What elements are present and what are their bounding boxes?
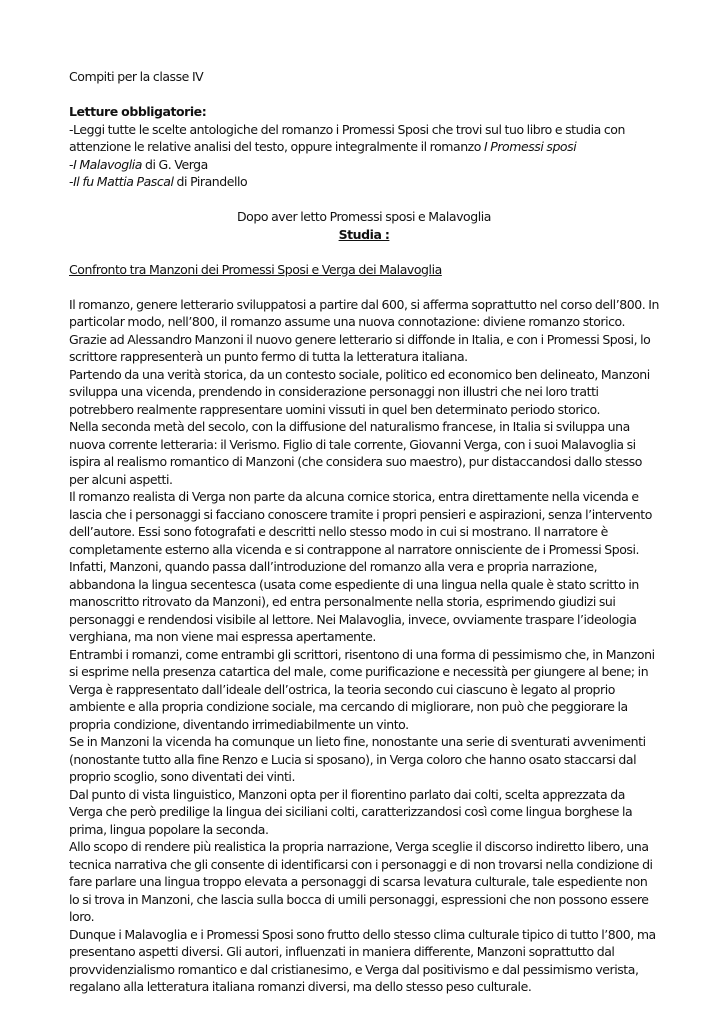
section-heading: Confronto tra Manzoni dei Promessi Sposi e Verga dei Malavoglia [69, 261, 442, 277]
letture-item-3-prefix: - [69, 174, 74, 189]
spacer [69, 278, 659, 296]
letture-item-2 [69, 156, 659, 174]
paragraph: Il romanzo realista di Verga non parte da alcuna cornice storica, entra direttamente nella vicenda e lascia che i personaggi si facciano conoscere tramite i propri pensieri e aspirazioni, senza l’intervento dell’autore. Essi sono fotografati e descritti nello stesso modo in cui si mostrano. Il narratore è completamente esterno alla vicenda e si contrappone al narratore onnisciente de i Promessi Sposi. [69, 489, 652, 557]
page-title: Compiti per la classe IV [69, 69, 204, 84]
letture-item-3-suffix: di Pirandello [173, 174, 248, 189]
intro-line: Dopo aver letto Promessi sposi e Malavoglia [237, 209, 491, 224]
paragraph: Se in Manzoni la vicenda ha comunque un lieto fine, nonostante una serie di sventurati avvenimenti (nonostante tutto alla fine Renzo e Lucia si sposano), in Verga coloro che hanno osato staccarsi dal proprio scoglio, sono diventati dei vinti. [69, 734, 646, 784]
letture-item-2-title: I Malavoglia [73, 156, 142, 172]
letture-item-1-title: I Promessi sposi [484, 139, 577, 154]
spacer [69, 86, 659, 104]
letture-item-2-prefix: - [69, 156, 74, 172]
paragraph: Il romanzo, genere letterario sviluppatosi a partire dal 600, si afferma soprattutto nel corso dell’800. In particolar modo, nell’800, il romanzo assume una nuova connotazione: diviene romanzo storico. Grazie ad Alessandro Manzoni il nuovo genere letterario si diffonde in Italia, e con i Promessi Sposi, lo scrittore rappresenterà un punto fermo di tutta la letteratura italiana. [69, 296, 659, 364]
paragraph: Partendo da una verità storica, da un contesto sociale, politico ed economico ben delineato, Manzoni sviluppa una vicenda, prendendo in considerazione personaggi non illustri che nei loro tratti potrebbero realmente rappresentare uomini vissuti in quel ben determinato periodo storico. [69, 366, 650, 417]
paragraph: Dunque i Malavoglia e i Promessi Sposi sono frutto dello stesso clima culturale tipico di tutto l’800, ma presentano aspetti diversi. Gli autori, influenzati in maniera differente, Manzoni soprattutto dal provvidenzialismo romantico e dal cristianesimo, e Verga dal positivismo e dal pessimismo verista, regalano alla letteratura italiana romanzi diversi, ma dello stesso peso culturale. [69, 926, 656, 994]
letture-item-2-suffix: di G. Verga [142, 156, 208, 172]
letture-item-1-line-1: -Leggi tutte le scelte antologiche del romanzo i Promessi Sposi che trovi sul tuo libro e studia con [69, 121, 625, 137]
study-heading-wrap [69, 226, 659, 244]
spacer [69, 243, 659, 261]
letture-item-3-title: Il fu Mattia Pascal [73, 174, 174, 189]
paragraph: Dal punto di vista linguistico, Manzoni opta per il fiorentino parlato dai colti, scelta apprezzata da Verga che però predilige la lingua dei siciliani colti, caratterizzandosi così come lingua borghese la prima, lingua popolare la seconda. [69, 786, 633, 837]
paragraph: Nella seconda metà del secolo, con la diffusione del naturalismo francese, in Italia si sviluppa una nuova corrente letteraria: il Verismo. Figlio di tale corrente, Giovanni Verga, con i suoi Malavoglia si ispira al realismo romantico di Manzoni (che considera suo maestro), pur distaccandosi dallo stesso per alcuni aspetti. [69, 419, 642, 487]
study-heading: Studia : [338, 226, 390, 242]
letture-heading: Letture obbligatorie: [69, 104, 207, 119]
letture-item-3 [69, 173, 659, 191]
document-page [69, 68, 659, 996]
paragraph: Allo scopo di rendere più realistica la propria narrazione, Verga sceglie il discorso indiretto libero, una tecnica narrativa che gli consente di identificarsi con i personaggi e di non trovarsi nella condizione di fare parlare una lingua troppo elevata a personaggi di scarsa levatura culturale, tale espediente non lo si trova in Manzoni, che lascia sulla bocca di umili personaggi, espressioni che non possono essere loro. [69, 839, 653, 924]
spacer [69, 191, 659, 209]
letture-item-1-text: attenzione le relative analisi del testo, oppure integralmente il romanzo [69, 139, 485, 154]
paragraph: Infatti, Manzoni, quando passa dall’introduzione del romanzo alla vera e propria narrazione, abbandona la lingua secentesca (usata come espediente di una lingua nella quale è stato scritto in manoscritto ritrovato da Manzoni), ed entra personalmente nella storia, esprimendo giudizi sui personaggi e rendendosi visibile al lettore. Nei Malavoglia, invece, ovviamente traspare l’ideologia verghiana, ma non viene mai espressa apertamente. [69, 559, 639, 644]
letture-item-1-line-2 [69, 138, 659, 156]
paragraph: Entrambi i romanzi, come entrambi gli scrittori, risentono di una forma di pessimismo che, in Manzoni si esprime nella presenza catartica del male, come purificazione e necessità per giungere al bene; in Verga è rappresentato dall’ideale dell’ostrica, la teoria secondo cui ciascuno è legato al proprio ambiente e alla propria condizione sociale, ma cercando di migliorare, non può che peggiorare la propria condizione, diventando irrimediabilmente un vinto. [69, 646, 655, 732]
